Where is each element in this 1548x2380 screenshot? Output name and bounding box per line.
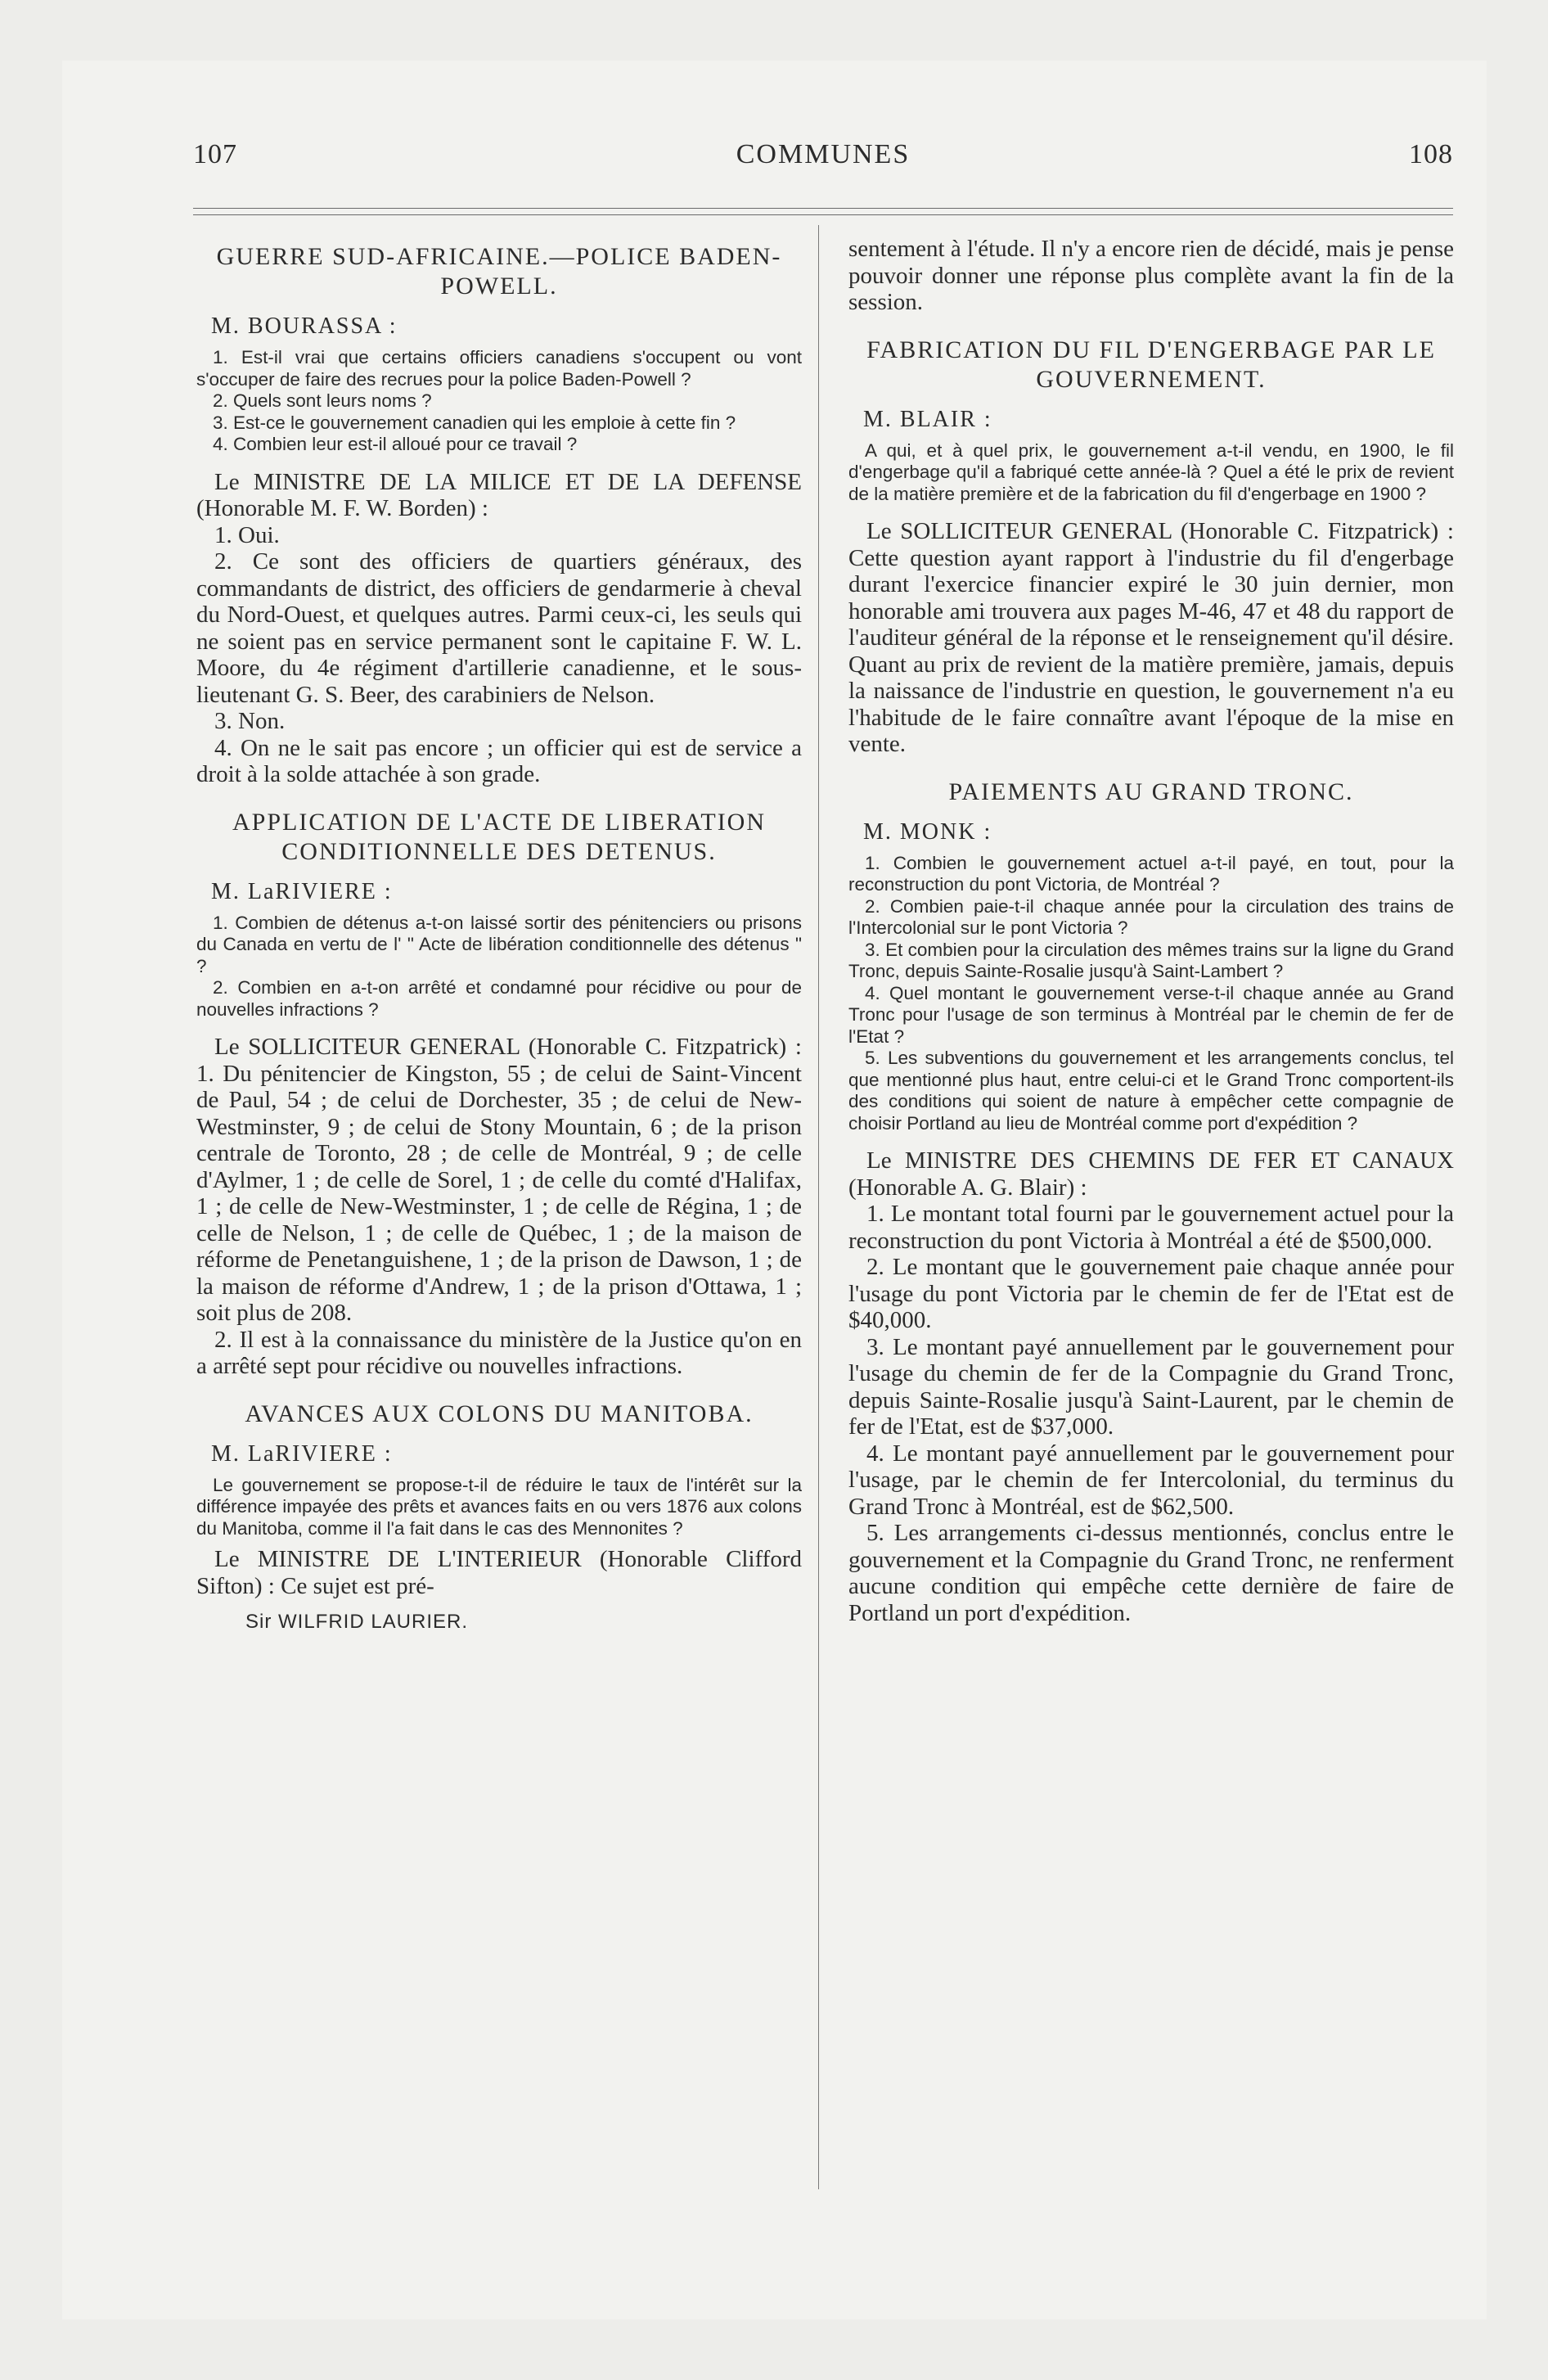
question-paragraph: 3. Et combien pour la circulation des mêmes trains sur la ligne du Grand Tronc, depuis Sainte-Rosalie jusqu'à Saint-Lambert ?	[848, 939, 1454, 981]
question-paragraph: 4. Quel montant le gouvernement verse-t-il chaque année au Grand Tronc pour l'usage de son terminus à Montréal par le chemin de fer de l'Etat ?	[848, 982, 1454, 1047]
right-column	[848, 236, 1454, 1626]
speaker-laurier: Sir WILFRID LAURIER.	[245, 1611, 469, 1633]
question-paragraph: 5. Les subventions du gouvernement et les arrangements conclus, tel que mentionné plus haut, entre celui-ci et le Grand Tronc comportent-ils des conditions qui soient de nature à empêcher cette compagnie de choisir Portland au lieu de Montréal comme port d'expédition ?	[848, 1048, 1454, 1134]
answer-paragraph: 3. Le montant payé annuellement par le gouvernement pour l'usage du chemin de fer de la Compagnie du Grand Tronc, depuis Sainte-Rosalie jusqu'à Saint-Laurent, par le chemin de fer de l'Etat, est de $37,000.	[848, 1333, 1454, 1440]
answer-paragraph: 1. Le montant total fourni par le gouvernement actuel pour la reconstruction du pont Victoria à Montréal a été de $500,000.	[848, 1201, 1454, 1254]
column-divider	[818, 225, 819, 2189]
answer-paragraph: Le SOLLICITEUR GENERAL (Honorable C. Fitzpatrick) : 1. Du pénitencier de Kingston, 55 ; de celui de Saint-Vincent de Paul, 54 ; de celui de Dorchester, 35 ; de celui de New-Westminster, 9 ; de celui de Stony Mountain, 6 ; de la prison centrale de Toronto, 28 ; de celle de Montréal, 9 ; de celle d'Aylmer, 1 ; de celle de Sorel, 1 ; de celle du comté d'Halifax, 1 ; de celle de New-Westminster, 1 ; de celle de Régina, 1 ; de celle de Nelson, 1 ; de celle de Québec, 1 ; de la maison de réforme de Penetanguishene, 1 ; de la prison de Dawson, 1 ; de la maison de réforme d'Andrew, 1 ; de la prison d'Ottawa, 1 ; soit plus de 208.	[196, 1034, 802, 1326]
question-paragraph: 1. Combien le gouvernement actuel a-t-il payé, en tout, pour la reconstruction du pont Victoria, de Montréal ?	[848, 852, 1454, 895]
speaker-bourassa: M. BOURASSA :	[211, 313, 398, 339]
header-rule-bottom	[193, 214, 1453, 215]
question-paragraph: 2. Combien paie-t-il chaque année pour la circulation des trains de l'Intercolonial sur le pont Victoria ?	[848, 895, 1454, 938]
question-paragraph: 2. Quels sont leurs noms ?	[213, 390, 432, 411]
answer-paragraph: Le SOLLICITEUR GENERAL (Honorable C. Fitzpatrick) : Cette question ayant rapport à l'industrie du fil d'engerbage durant l'exercice financier expiré le 30 juin dernier, mon honorable ami trouvera aux pages M-46, 47 et 48 du rapport de l'auditeur général de la réponse et le renseignement qu'il désire. Quant au prix de revient de la matière première, jamais, depuis la naissance de l'industrie en question, le gouvernement n'a eu l'habitude de le faire connaître avant l'époque de la mise en vente.	[848, 518, 1454, 757]
header-rule-top	[193, 208, 1453, 209]
section-title-guerre: GUERRE SUD-AFRICAINE.—POLICE BADEN-POWELL.	[216, 243, 782, 300]
answer-paragraph: 4. On ne le sait pas encore ; un officier qui est de service a droit à la solde attachée à son grade.	[196, 734, 802, 787]
question-paragraph: A qui, et à quel prix, le gouvernement a-t-il vendu, en 1900, le fil d'engerbage qu'il a fabriqué cette année-là ? Quel a été le prix de revient de la matière première et de la fabrication du fil d'engerbage en 1900 ?	[848, 439, 1454, 504]
speaker-lariviere: M. LaRIVIERE :	[211, 878, 393, 904]
page-header	[193, 139, 1453, 180]
section-title-liberation: APPLICATION DE L'ACTE DE LIBERATION CONDITIONNELLE DES DETENUS.	[232, 808, 767, 865]
section-title-avances: AVANCES AUX COLONS DU MANITOBA.	[245, 1400, 754, 1427]
question-paragraph: 2. Combien en a-t-on arrêté et condamné pour récidive ou pour de nouvelles infractions ?	[196, 977, 802, 1020]
question-paragraph: 4. Combien leur est-il alloué pour ce travail ?	[213, 434, 578, 454]
page-number-left: 107	[193, 139, 237, 169]
answer-paragraph: 4. Le montant payé annuellement par le gouvernement pour l'usage, par le chemin de fer Intercolonial, du terminus du Grand Tronc à Montréal, est de $62,500.	[848, 1440, 1454, 1520]
answer-paragraph: 2. Le montant que le gouvernement paie chaque année pour l'usage du pont Victoria par le chemin de fer de l'Etat est de $40,000.	[848, 1254, 1454, 1333]
left-column	[196, 236, 802, 1634]
question-paragraph: Le gouvernement se propose-t-il de réduire le taux de l'intérêt sur la différence impayée des prêts et avances faits en ou vers 1876 aux colons du Manitoba, comme il l'a fait dans le cas des Mennonites ?	[196, 1474, 802, 1539]
answer-paragraph: 2. Il est à la connaissance du ministère de la Justice qu'on en a arrêté sept pour récidive ou nouvelles infractions.	[196, 1326, 802, 1379]
speaker-lariviere-2: M. LaRIVIERE :	[211, 1440, 393, 1467]
answer-paragraph: Le MINISTRE DE L'INTERIEUR (Honorable Clifford Sifton) : Ce sujet est pré-	[196, 1546, 802, 1599]
answer-paragraph: 2. Ce sont des officiers de quartiers généraux, des commandants de district, des officiers de gendarmerie à cheval du Nord-Ouest, et quelques autres. Parmi ceux-ci, les seuls qui ne soient pas en service permanent sont le capitaine F. W. L. Moore, du 4e régiment d'artillerie canadienne, et le sous-lieutenant G. S. Beer, des carabiniers de Nelson.	[196, 548, 802, 708]
question-paragraph: 1. Combien de détenus a-t-on laissé sortir des pénitenciers ou prisons du Canada en vertu de l' " Acte de libération conditionnelle des détenus " ?	[196, 912, 802, 976]
answer-paragraph: 3. Non.	[214, 708, 286, 734]
answer-lead-milice: Le MINISTRE DE LA MILICE ET DE LA DEFENSE (Honorable M. F. W. Borden) :	[196, 468, 802, 521]
speaker-blair: M. BLAIR :	[863, 406, 992, 432]
continued-paragraph: sentement à l'étude. Il n'y a encore rien de décidé, mais je pense pouvoir donner une réponse plus complète avant la fin de la session.	[848, 236, 1454, 315]
answer-paragraph: 5. Les arrangements ci-dessus mentionnés, conclus entre le gouvernement et la Compagnie du Grand Tronc, ne renferment aucune condition qui empêche cette dernière de faire de Portland un port d'expédition.	[848, 1520, 1454, 1626]
question-paragraph: 3. Est-ce le gouvernement canadien qui les emploie à cette fin ?	[213, 412, 736, 433]
question-paragraph: 1. Est-il vrai que certains officiers canadiens s'occupent ou vont s'occuper de faire des recrues pour la police Baden-Powell ?	[196, 347, 802, 390]
answer-lead-chemins-de-fer: Le MINISTRE DES CHEMINS DE FER ET CANAUX (Honorable A. G. Blair) :	[848, 1147, 1454, 1201]
speaker-monk: M. MONK :	[863, 818, 992, 845]
running-title: COMMUNES	[736, 139, 911, 169]
section-title-fil-engerbage: FABRICATION DU FIL D'ENGERBAGE PAR LE GOUVERNEMENT.	[866, 336, 1436, 393]
section-title-grand-tronc: PAIEMENTS AU GRAND TRONC.	[948, 778, 1354, 805]
page-number-right: 108	[1409, 139, 1453, 169]
answer-paragraph: 1. Oui.	[214, 521, 280, 548]
